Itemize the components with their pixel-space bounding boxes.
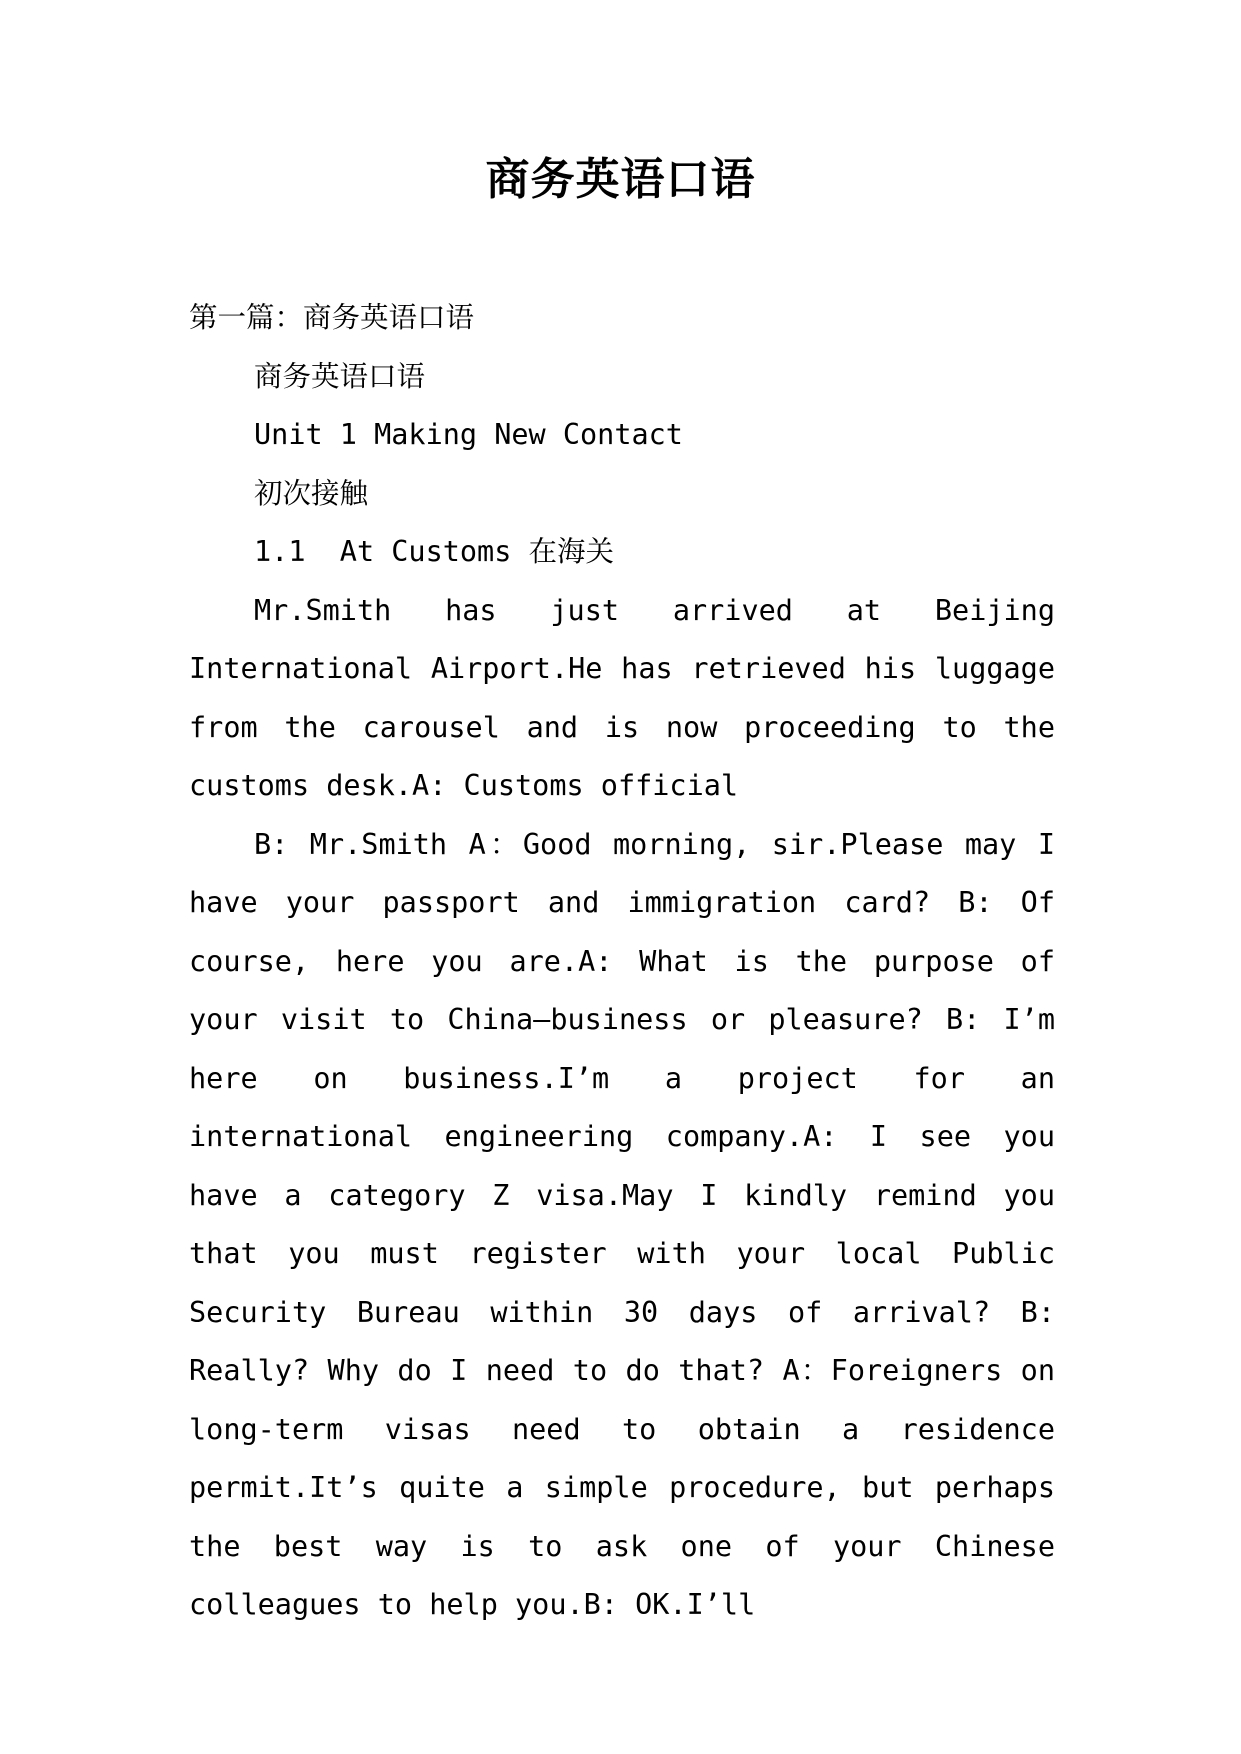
unit-title: Unit 1 Making New Contact <box>254 418 683 451</box>
paragraph-dialogue: B: Mr.Smith A：Good morning, sir.Please may I have your passport and immigration card? B: Of course, here you are.A: What is the purpose of your visit to China—business or pleasure? B: I’m here on business.I’m a project for an international engineering company.A: I see you have a category Z visa.May I kindly remind you that you must register with your local Public Security Bureau within 30 days of arrival? B: Really? Why do I need to do that? A：Foreigners on long-term visas need to obtain a residence permit.It’s quite a simple procedure, but perhaps the best way is to ask one of your Chinese colleagues to help you.B: OK.I’ll <box>189 827 1055 1621</box>
document-title: 商务英语口语 <box>485 154 756 205</box>
paragraph-intro: Mr.Smith has just arrived at Beijing International Airport.He has retrieved his luggage from the carousel and is now proceeding to the customs desk.A: Customs official <box>189 593 1055 802</box>
document-body <box>189 289 1055 1635</box>
subtitle: 商务英语口语 <box>254 359 426 393</box>
section-heading: 第一篇：商务英语口语 <box>189 301 475 334</box>
unit-subtitle: 初次接触 <box>254 476 369 510</box>
lesson-title: 1.1 At Customs 在海关 <box>254 535 615 568</box>
